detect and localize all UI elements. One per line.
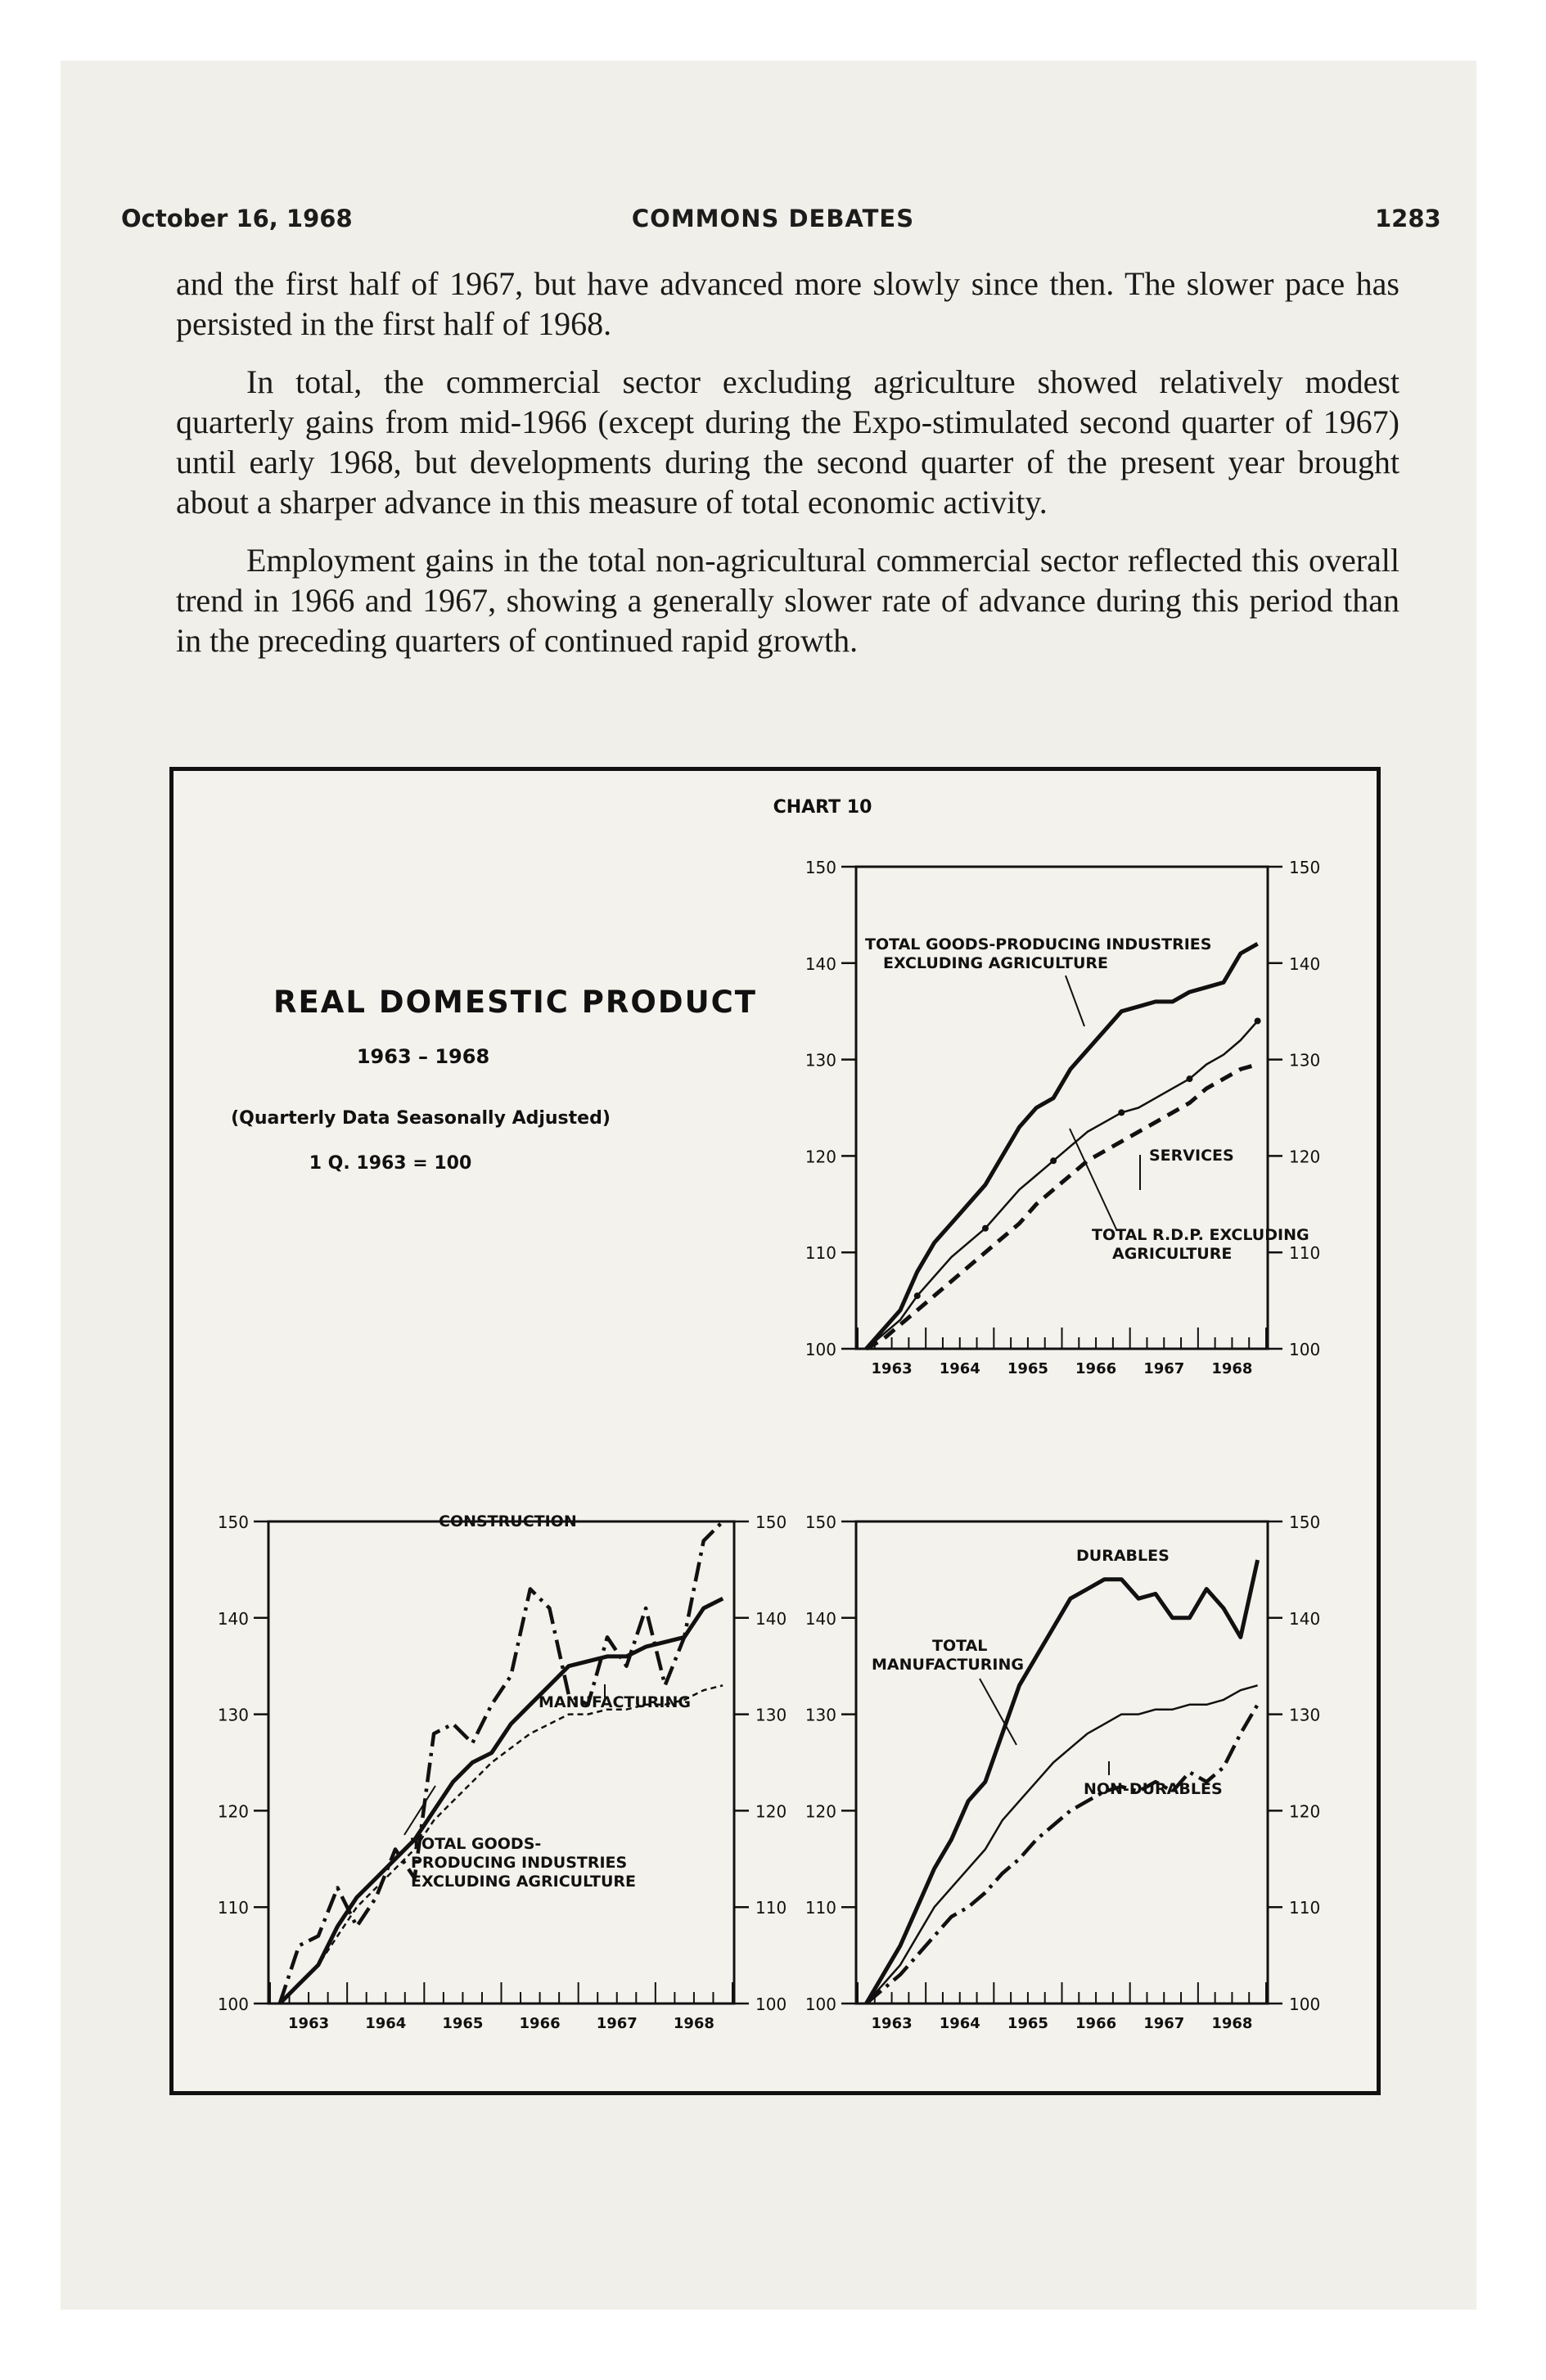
y-tick-label-left: 120 <box>805 1147 836 1167</box>
x-tick-label: 1967 <box>1143 1360 1185 1377</box>
paragraph-2: In total, the commercial sector excluding agriculture showed relatively modest quarterly gains from mid-1966 (except during the Expo-stimulated second quarter of 1967) until early 1968, but developments during the second quarter of the present year brought about a sharper advance in this measure of total economic activity. <box>176 363 1400 521</box>
y-tick-label-left: 150 <box>217 1512 249 1532</box>
y-tick-label-right: 100 <box>755 1995 787 2014</box>
data-point <box>1186 1075 1192 1082</box>
plot-frame <box>268 1521 734 2004</box>
series-annotation: CONSTRUCTION <box>439 1512 577 1530</box>
x-tick-label: 1967 <box>1143 2015 1185 2032</box>
series-line-2 <box>280 1598 723 2004</box>
x-tick-label: 1968 <box>673 2015 714 2032</box>
y-tick-label-right: 120 <box>755 1801 787 1822</box>
y-tick-label-right: 130 <box>755 1705 787 1725</box>
series-line-2 <box>866 1065 1257 1350</box>
y-tick-label-left: 100 <box>805 1995 836 2014</box>
series-annotation: TOTAL <box>932 1637 988 1655</box>
y-tick-label-left: 100 <box>805 1340 836 1359</box>
leader-line <box>1066 976 1084 1026</box>
y-tick-label-left: 100 <box>217 1995 249 2014</box>
panel-construction <box>218 1512 787 2032</box>
y-tick-label-right: 110 <box>755 1898 787 1918</box>
x-tick-label: 1967 <box>596 2015 638 2032</box>
data-point <box>914 1292 921 1299</box>
x-tick-label: 1963 <box>288 2015 330 2032</box>
series-annotation: NON-DURABLES <box>1084 1780 1223 1798</box>
series-annotation: EXCLUDING AGRICULTURE <box>883 954 1109 972</box>
y-tick-label-right: 140 <box>755 1608 787 1629</box>
y-tick-label-left: 120 <box>805 1801 836 1822</box>
header-date: October 16, 1968 <box>121 205 353 232</box>
series-annotation: TOTAL GOODS-PRODUCING INDUSTRIES <box>865 935 1212 953</box>
x-tick-label: 1964 <box>365 2015 407 2032</box>
leader-line <box>404 1786 435 1835</box>
x-tick-label: 1966 <box>519 2015 561 2032</box>
series-annotation: AGRICULTURE <box>1112 1245 1233 1263</box>
y-tick-label-left: 110 <box>805 1243 836 1264</box>
data-point <box>1255 1017 1261 1024</box>
series-annotation: TOTAL GOODS- <box>411 1835 542 1853</box>
y-tick-label-left: 140 <box>805 953 836 974</box>
x-tick-label: 1963 <box>871 2015 913 2032</box>
y-tick-label-left: 110 <box>805 1898 836 1918</box>
y-tick-label-right: 100 <box>1289 1340 1321 1359</box>
series-line-2 <box>866 1705 1257 2004</box>
y-tick-label-right: 140 <box>1289 953 1321 974</box>
y-tick-label-left: 150 <box>805 1512 836 1532</box>
panel-total-rdp <box>805 858 1320 1377</box>
x-tick-label: 1968 <box>1211 2015 1253 2032</box>
x-tick-label: 1964 <box>939 2015 980 2032</box>
y-tick-label-right: 110 <box>1289 1898 1321 1918</box>
chart-number: CHART 10 <box>773 797 872 818</box>
series-annotation: TOTAL R.D.P. EXCLUDING <box>1092 1226 1309 1244</box>
chart-years: 1963 – 1968 <box>356 1045 490 1068</box>
series-line-0 <box>280 1521 723 2004</box>
x-tick-label: 1968 <box>1211 1360 1253 1377</box>
chart-10 <box>169 767 1381 2095</box>
y-tick-label-left: 140 <box>217 1608 249 1629</box>
y-tick-label-right: 130 <box>1289 1705 1321 1725</box>
leader-line <box>1070 1129 1116 1229</box>
series-annotation: SERVICES <box>1149 1147 1234 1165</box>
series-annotation: PRODUCING INDUSTRIES <box>411 1854 628 1872</box>
y-tick-label-left: 110 <box>217 1898 249 1918</box>
y-tick-label-right: 120 <box>1289 1147 1321 1167</box>
chart-base: 1 Q. 1963 = 100 <box>309 1153 472 1174</box>
x-tick-label: 1966 <box>1075 2015 1117 2032</box>
y-tick-label-right: 120 <box>1289 1801 1321 1822</box>
series-annotation: EXCLUDING AGRICULTURE <box>411 1873 637 1891</box>
y-tick-label-right: 150 <box>755 1512 787 1532</box>
x-tick-label: 1965 <box>1007 1360 1048 1377</box>
y-tick-label-left: 130 <box>217 1705 249 1725</box>
series-line-1 <box>866 1685 1257 2004</box>
chart-10-svg <box>174 771 1377 2091</box>
data-point <box>982 1225 989 1232</box>
y-tick-label-right: 140 <box>1289 1608 1321 1629</box>
x-tick-label: 1966 <box>1075 1360 1117 1377</box>
header-title: COMMONS DEBATES <box>631 205 915 232</box>
x-tick-label: 1965 <box>1007 2015 1048 2032</box>
data-point <box>1118 1109 1125 1116</box>
y-tick-label-right: 150 <box>1289 858 1321 877</box>
body-text <box>176 264 1400 678</box>
paragraph-1: and the first half of 1967, but have advanced more slowly since then. The slower pace has persisted in the first half of 1968. <box>176 265 1400 342</box>
y-tick-label-left: 120 <box>217 1801 249 1822</box>
y-tick-label-left: 130 <box>805 1050 836 1071</box>
y-tick-label-left: 130 <box>805 1705 836 1725</box>
y-tick-label-left: 140 <box>805 1608 836 1629</box>
y-tick-label-right: 110 <box>1289 1243 1321 1264</box>
x-tick-label: 1965 <box>442 2015 484 2032</box>
paragraph-3: Employment gains in the total non-agricultural commercial sector reflected this overall trend in 1966 and 1967, showing a generally slower rate of advance during this period than in the preceding quarters of continued rapid growth. <box>176 542 1400 659</box>
x-tick-label: 1964 <box>939 1360 980 1377</box>
y-tick-label-right: 130 <box>1289 1050 1321 1071</box>
y-tick-label-right: 100 <box>1289 1995 1321 2014</box>
x-tick-label: 1963 <box>871 1360 913 1377</box>
series-annotation: MANUFACTURING <box>539 1693 691 1711</box>
series-annotation: DURABLES <box>1076 1547 1170 1565</box>
series-annotation: MANUFACTURING <box>872 1656 1024 1674</box>
chart-note: (Quarterly Data Seasonally Adjusted) <box>231 1108 611 1129</box>
panel-manufacturing <box>805 1512 1320 2032</box>
y-tick-label-left: 150 <box>805 858 836 877</box>
header-page-number: 1283 <box>1375 205 1441 232</box>
data-point <box>1050 1157 1057 1164</box>
chart-main-title: REAL DOMESTIC PRODUCT <box>273 985 758 1020</box>
y-tick-label-right: 150 <box>1289 1512 1321 1532</box>
